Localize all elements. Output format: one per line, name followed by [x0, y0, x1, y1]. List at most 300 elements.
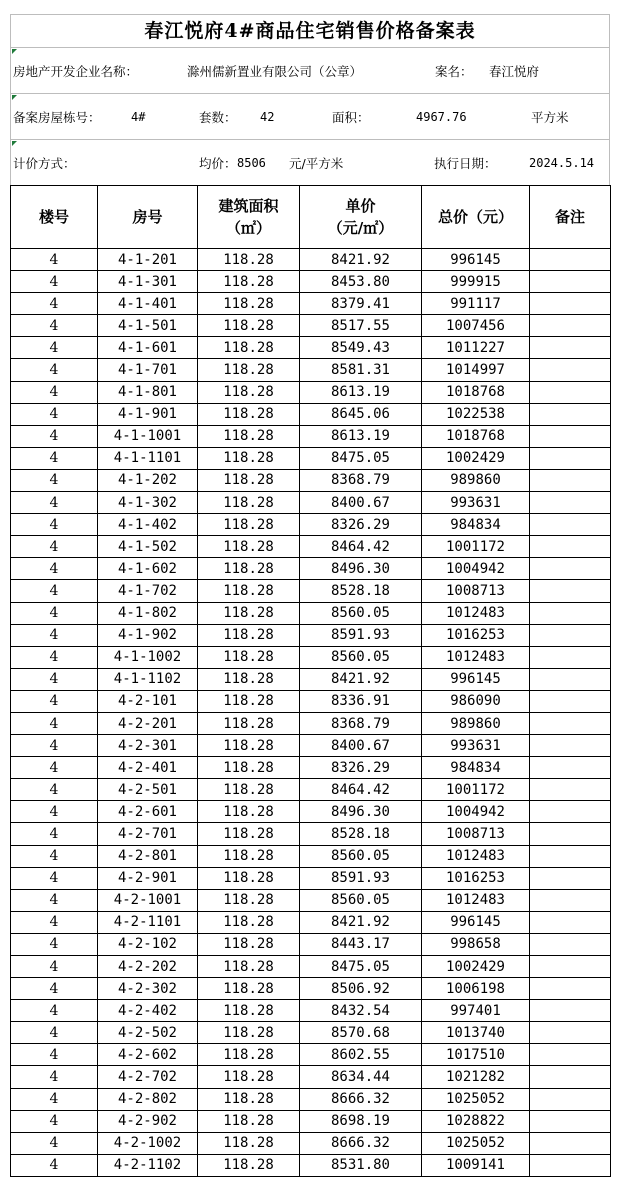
table-row [11, 337, 611, 359]
cell-remarks [530, 779, 611, 801]
cell-remarks [530, 690, 611, 712]
cell-total-price: 1021282 [422, 1066, 530, 1088]
table-row [11, 1044, 611, 1066]
table-row [11, 823, 611, 845]
table-row [11, 271, 611, 293]
cell-total-price: 1022538 [422, 403, 530, 425]
col-total-price: 总价（元） [422, 186, 530, 249]
cell-building: 4 [11, 536, 98, 558]
cell-unit-price: 8591.93 [300, 624, 422, 646]
cell-building: 4 [11, 690, 98, 712]
cell-unit-price: 8549.43 [300, 337, 422, 359]
cell-total-price: 993631 [422, 492, 530, 514]
table-row [11, 668, 611, 690]
cell-remarks [530, 425, 611, 447]
cell-area: 118.28 [198, 845, 300, 867]
cell-remarks [530, 1154, 611, 1176]
table-row [11, 514, 611, 536]
cell-total-price: 1025052 [422, 1088, 530, 1110]
cell-room: 4-2-1001 [98, 889, 198, 911]
cell-building: 4 [11, 1022, 98, 1044]
cell-room: 4-2-302 [98, 978, 198, 1000]
cell-unit-price: 8698.19 [300, 1110, 422, 1132]
cell-area: 118.28 [198, 492, 300, 514]
cell-building: 4 [11, 1044, 98, 1066]
cell-area: 118.28 [198, 1066, 300, 1088]
cell-area: 118.28 [198, 1000, 300, 1022]
cell-room: 4-2-1002 [98, 1132, 198, 1154]
cell-unit-price: 8421.92 [300, 668, 422, 690]
cell-total-price: 1001172 [422, 779, 530, 801]
table-row [11, 712, 611, 734]
cell-total-price: 1012483 [422, 602, 530, 624]
table-row [11, 978, 611, 1000]
cell-room: 4-1-402 [98, 514, 198, 536]
col-area [198, 186, 300, 249]
cell-remarks [530, 315, 611, 337]
cell-unit-price: 8379.41 [300, 293, 422, 315]
cell-room: 4-1-502 [98, 536, 198, 558]
cell-building: 4 [11, 293, 98, 315]
cell-area: 118.28 [198, 249, 300, 271]
cell-area: 118.28 [198, 514, 300, 536]
cell-area: 118.28 [198, 1154, 300, 1176]
cell-room: 4-2-402 [98, 1000, 198, 1022]
cell-room: 4-2-901 [98, 867, 198, 889]
cell-unit-price: 8602.55 [300, 1044, 422, 1066]
cell-building: 4 [11, 668, 98, 690]
cell-room: 4-1-201 [98, 249, 198, 271]
header-unit: （㎡） [225, 219, 271, 237]
cell-remarks [530, 801, 611, 823]
cell-remarks [530, 514, 611, 536]
cell-area: 118.28 [198, 956, 300, 978]
cell-area: 118.28 [198, 735, 300, 757]
header-line: 建筑面积 [218, 197, 279, 215]
cell-room: 4-1-602 [98, 558, 198, 580]
cell-area: 118.28 [198, 978, 300, 1000]
cell-remarks [530, 712, 611, 734]
cell-area: 118.28 [198, 933, 300, 955]
cell-remarks [530, 469, 611, 491]
cell-unit-price: 8666.32 [300, 1132, 422, 1154]
cell-room: 4-2-501 [98, 779, 198, 801]
cell-unit-price: 8517.55 [300, 315, 422, 337]
info-row-developer [10, 47, 610, 93]
cell-total-price: 998658 [422, 933, 530, 955]
cell-total-price: 989860 [422, 712, 530, 734]
table-row [11, 735, 611, 757]
cell-room: 4-2-601 [98, 801, 198, 823]
price-table [10, 185, 611, 1177]
table-row [11, 933, 611, 955]
table-row [11, 469, 611, 491]
cell-area: 118.28 [198, 1022, 300, 1044]
table-row [11, 845, 611, 867]
cell-room: 4-1-301 [98, 271, 198, 293]
cell-room: 4-2-101 [98, 690, 198, 712]
sheet-title: 春江悦府4#商品住宅销售价格备案表 [10, 14, 610, 47]
table-row [11, 580, 611, 602]
table-row [11, 381, 611, 403]
cell-total-price: 1016253 [422, 624, 530, 646]
cell-area: 118.28 [198, 712, 300, 734]
cell-room: 4-2-201 [98, 712, 198, 734]
cell-building: 4 [11, 1132, 98, 1154]
cell-remarks [530, 293, 611, 315]
cell-total-price: 1006198 [422, 978, 530, 1000]
table-row [11, 293, 611, 315]
avg-unit: 元/平方米 [289, 155, 344, 171]
table-row [11, 1110, 611, 1132]
developer-value: 滁州儒新置业有限公司（公章） [187, 63, 363, 79]
avg-label: 均价： [199, 155, 237, 171]
cell-building: 4 [11, 956, 98, 978]
cell-unit-price: 8560.05 [300, 845, 422, 867]
cell-remarks [530, 735, 611, 757]
cell-remarks [530, 1132, 611, 1154]
cell-unit-price: 8432.54 [300, 1000, 422, 1022]
cell-building: 4 [11, 403, 98, 425]
cell-remarks [530, 1022, 611, 1044]
cell-building: 4 [11, 514, 98, 536]
cell-building: 4 [11, 757, 98, 779]
table-row [11, 624, 611, 646]
cell-area: 118.28 [198, 646, 300, 668]
cell-unit-price: 8528.18 [300, 823, 422, 845]
cell-room: 4-1-802 [98, 602, 198, 624]
cell-remarks [530, 1044, 611, 1066]
cell-total-price: 1002429 [422, 956, 530, 978]
cell-marker-icon [12, 95, 17, 100]
cell-unit-price: 8634.44 [300, 1066, 422, 1088]
header-unit: （元/㎡） [327, 219, 394, 237]
cell-area: 118.28 [198, 558, 300, 580]
cell-unit-price: 8560.05 [300, 889, 422, 911]
cell-total-price: 1002429 [422, 447, 530, 469]
cell-building: 4 [11, 779, 98, 801]
cell-room: 4-1-401 [98, 293, 198, 315]
cell-area: 118.28 [198, 293, 300, 315]
cell-building: 4 [11, 359, 98, 381]
cell-remarks [530, 337, 611, 359]
cell-building: 4 [11, 271, 98, 293]
price-filing-sheet [10, 14, 610, 1177]
cell-remarks [530, 978, 611, 1000]
pricing-label: 计价方式： [13, 155, 76, 171]
cell-total-price: 1017510 [422, 1044, 530, 1066]
cell-remarks [530, 933, 611, 955]
cell-unit-price: 8368.79 [300, 469, 422, 491]
cell-unit-price: 8506.92 [300, 978, 422, 1000]
cell-unit-price: 8464.42 [300, 779, 422, 801]
cell-total-price: 1014997 [422, 359, 530, 381]
col-room: 房号 [98, 186, 198, 249]
table-row [11, 492, 611, 514]
table-row [11, 1088, 611, 1110]
cell-remarks [530, 359, 611, 381]
cell-building: 4 [11, 602, 98, 624]
cell-total-price: 999915 [422, 271, 530, 293]
table-row [11, 536, 611, 558]
cell-unit-price: 8528.18 [300, 580, 422, 602]
date-label: 执行日期： [434, 155, 497, 171]
cell-total-price: 1025052 [422, 1132, 530, 1154]
col-remarks: 备注 [530, 186, 611, 249]
cell-room: 4-2-702 [98, 1066, 198, 1088]
cell-room: 4-2-102 [98, 933, 198, 955]
cell-room: 4-1-901 [98, 403, 198, 425]
cell-remarks [530, 580, 611, 602]
cell-total-price: 1012483 [422, 845, 530, 867]
cell-room: 4-1-701 [98, 359, 198, 381]
cell-total-price: 1007456 [422, 315, 530, 337]
table-row [11, 359, 611, 381]
cell-room: 4-2-1102 [98, 1154, 198, 1176]
cell-building: 4 [11, 381, 98, 403]
cell-unit-price: 8400.67 [300, 735, 422, 757]
cell-total-price: 1018768 [422, 381, 530, 403]
cell-area: 118.28 [198, 867, 300, 889]
table-row [11, 867, 611, 889]
cell-total-price: 996145 [422, 249, 530, 271]
table-row [11, 249, 611, 271]
cell-area: 118.28 [198, 381, 300, 403]
cell-area: 118.28 [198, 889, 300, 911]
cell-room: 4-2-801 [98, 845, 198, 867]
info-row-building [10, 93, 610, 139]
cell-building: 4 [11, 801, 98, 823]
cell-remarks [530, 889, 611, 911]
cell-area: 118.28 [198, 1088, 300, 1110]
cell-area: 118.28 [198, 624, 300, 646]
table-row [11, 403, 611, 425]
table-row [11, 779, 611, 801]
cell-building: 4 [11, 933, 98, 955]
cell-building: 4 [11, 646, 98, 668]
cell-unit-price: 8496.30 [300, 558, 422, 580]
cell-unit-price: 8560.05 [300, 646, 422, 668]
cell-unit-price: 8421.92 [300, 249, 422, 271]
cell-remarks [530, 757, 611, 779]
cell-total-price: 1013740 [422, 1022, 530, 1044]
cell-building: 4 [11, 1088, 98, 1110]
cell-room: 4-1-702 [98, 580, 198, 602]
table-row [11, 558, 611, 580]
cell-remarks [530, 646, 611, 668]
cell-room: 4-1-202 [98, 469, 198, 491]
cell-remarks [530, 668, 611, 690]
cell-unit-price: 8326.29 [300, 757, 422, 779]
table-row [11, 315, 611, 337]
table-row [11, 911, 611, 933]
cell-room: 4-1-902 [98, 624, 198, 646]
table-row [11, 1022, 611, 1044]
cell-room: 4-1-1102 [98, 668, 198, 690]
cell-unit-price: 8368.79 [300, 712, 422, 734]
cell-total-price: 997401 [422, 1000, 530, 1022]
cell-building: 4 [11, 867, 98, 889]
table-row [11, 889, 611, 911]
cell-unit-price: 8475.05 [300, 956, 422, 978]
table-row [11, 1000, 611, 1022]
cell-remarks [530, 602, 611, 624]
cell-remarks [530, 624, 611, 646]
cell-total-price: 984834 [422, 514, 530, 536]
cell-building: 4 [11, 735, 98, 757]
cell-remarks [530, 492, 611, 514]
building-value: 4# [131, 109, 146, 124]
cell-remarks [530, 1088, 611, 1110]
cell-area: 118.28 [198, 668, 300, 690]
cell-total-price: 996145 [422, 668, 530, 690]
cell-unit-price: 8464.42 [300, 536, 422, 558]
cell-building: 4 [11, 889, 98, 911]
cell-area: 118.28 [198, 602, 300, 624]
cell-area: 118.28 [198, 690, 300, 712]
area-unit: 平方米 [531, 109, 569, 125]
cell-building: 4 [11, 845, 98, 867]
cell-unit-price: 8560.05 [300, 602, 422, 624]
cell-building: 4 [11, 249, 98, 271]
table-row [11, 1066, 611, 1088]
cell-remarks [530, 1110, 611, 1132]
area-value: 4967.76 [416, 109, 467, 124]
cell-total-price: 989860 [422, 469, 530, 491]
cell-unit-price: 8613.19 [300, 381, 422, 403]
cell-total-price: 996145 [422, 911, 530, 933]
cell-building: 4 [11, 425, 98, 447]
cell-building: 4 [11, 1000, 98, 1022]
cell-remarks [530, 867, 611, 889]
cell-remarks [530, 381, 611, 403]
cell-remarks [530, 558, 611, 580]
cell-area: 118.28 [198, 779, 300, 801]
cell-building: 4 [11, 1066, 98, 1088]
cell-room: 4-2-902 [98, 1110, 198, 1132]
cell-remarks [530, 956, 611, 978]
table-row [11, 757, 611, 779]
avg-value: 8506 [237, 155, 266, 170]
col-building: 楼号 [11, 186, 98, 249]
cell-total-price: 1018768 [422, 425, 530, 447]
cell-area: 118.28 [198, 823, 300, 845]
table-row [11, 1154, 611, 1176]
cell-total-price: 1009141 [422, 1154, 530, 1176]
col-unit-price [300, 186, 422, 249]
cell-unit-price: 8421.92 [300, 911, 422, 933]
developer-label: 房地产开发企业名称： [13, 63, 139, 79]
cell-area: 118.28 [198, 359, 300, 381]
cell-total-price: 1008713 [422, 580, 530, 602]
cell-total-price: 984834 [422, 757, 530, 779]
cell-marker-icon [12, 141, 17, 146]
cell-area: 118.28 [198, 536, 300, 558]
table-row [11, 646, 611, 668]
cell-area: 118.28 [198, 447, 300, 469]
cell-building: 4 [11, 624, 98, 646]
cell-total-price: 991117 [422, 293, 530, 315]
cell-unit-price: 8613.19 [300, 425, 422, 447]
cell-room: 4-1-302 [98, 492, 198, 514]
cell-area: 118.28 [198, 757, 300, 779]
cell-total-price: 1012483 [422, 646, 530, 668]
header-line: 单价 [345, 197, 376, 215]
cell-building: 4 [11, 911, 98, 933]
cell-room: 4-1-1101 [98, 447, 198, 469]
cell-building: 4 [11, 978, 98, 1000]
units-label: 套数： [199, 109, 237, 125]
cell-remarks [530, 1000, 611, 1022]
table-row [11, 447, 611, 469]
cell-remarks [530, 403, 611, 425]
cell-area: 118.28 [198, 580, 300, 602]
cell-room: 4-2-202 [98, 956, 198, 978]
table-row [11, 602, 611, 624]
cell-room: 4-2-602 [98, 1044, 198, 1066]
table-row [11, 425, 611, 447]
cell-unit-price: 8666.32 [300, 1088, 422, 1110]
cell-building: 4 [11, 492, 98, 514]
project-value: 春江悦府 [489, 63, 540, 79]
cell-remarks [530, 536, 611, 558]
cell-building: 4 [11, 469, 98, 491]
cell-total-price: 1004942 [422, 801, 530, 823]
building-label: 备案房屋栋号： [13, 109, 101, 125]
table-row [11, 956, 611, 978]
cell-building: 4 [11, 823, 98, 845]
cell-building: 4 [11, 447, 98, 469]
cell-room: 4-1-1001 [98, 425, 198, 447]
cell-area: 118.28 [198, 425, 300, 447]
cell-total-price: 1012483 [422, 889, 530, 911]
cell-area: 118.28 [198, 315, 300, 337]
cell-room: 4-2-701 [98, 823, 198, 845]
cell-remarks [530, 911, 611, 933]
cell-area: 118.28 [198, 1132, 300, 1154]
cell-unit-price: 8443.17 [300, 933, 422, 955]
units-value: 42 [260, 109, 275, 124]
cell-room: 4-2-401 [98, 757, 198, 779]
info-row-pricing [10, 139, 610, 185]
cell-area: 118.28 [198, 801, 300, 823]
cell-room: 4-1-601 [98, 337, 198, 359]
cell-unit-price: 8326.29 [300, 514, 422, 536]
cell-room: 4-1-1002 [98, 646, 198, 668]
cell-total-price: 1008713 [422, 823, 530, 845]
cell-total-price: 1016253 [422, 867, 530, 889]
cell-building: 4 [11, 1110, 98, 1132]
cell-room: 4-2-502 [98, 1022, 198, 1044]
cell-remarks [530, 249, 611, 271]
cell-unit-price: 8453.80 [300, 271, 422, 293]
cell-unit-price: 8496.30 [300, 801, 422, 823]
cell-total-price: 986090 [422, 690, 530, 712]
table-header-row [11, 186, 611, 249]
cell-room: 4-2-1101 [98, 911, 198, 933]
cell-area: 118.28 [198, 271, 300, 293]
table-row [11, 801, 611, 823]
cell-unit-price: 8570.68 [300, 1022, 422, 1044]
cell-remarks [530, 823, 611, 845]
cell-area: 118.28 [198, 1110, 300, 1132]
cell-area: 118.28 [198, 337, 300, 359]
cell-total-price: 1011227 [422, 337, 530, 359]
cell-remarks [530, 447, 611, 469]
cell-total-price: 993631 [422, 735, 530, 757]
area-label: 面积： [332, 109, 370, 125]
cell-unit-price: 8336.91 [300, 690, 422, 712]
